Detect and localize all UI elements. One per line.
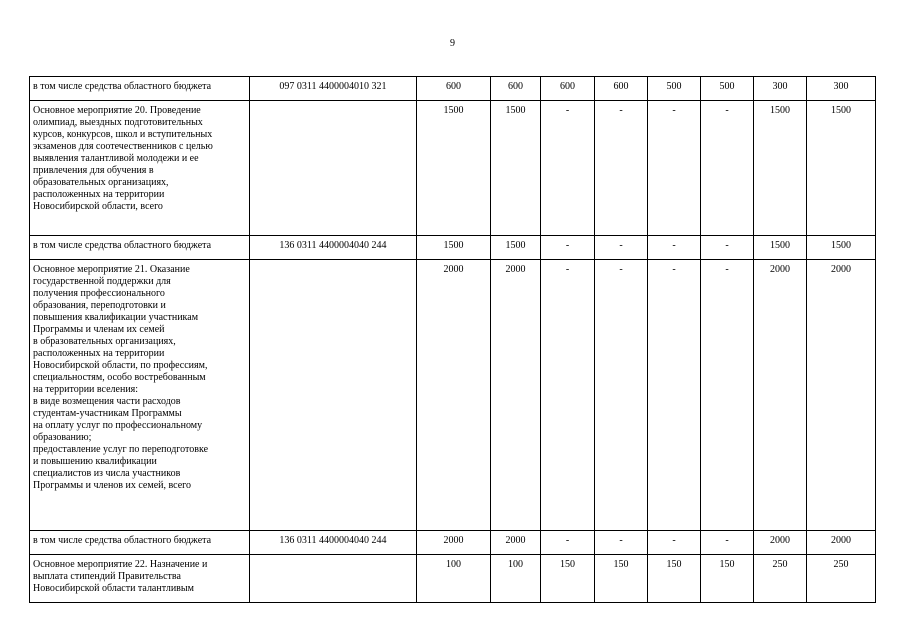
row-description: в том числе средства областного бюджета xyxy=(30,236,250,260)
value-cell: - xyxy=(648,531,701,555)
value-cell: 2000 xyxy=(807,531,876,555)
budget-code: 136 0311 4400004040 244 xyxy=(250,531,417,555)
value-cell: 250 xyxy=(754,555,807,603)
table-row xyxy=(30,101,876,236)
value-cell: - xyxy=(701,236,754,260)
value-cell: - xyxy=(541,531,595,555)
row-description: в том числе средства областного бюджета xyxy=(30,531,250,555)
value-cell: 1500 xyxy=(807,236,876,260)
value-cell: - xyxy=(648,101,701,236)
value-cell: 500 xyxy=(701,77,754,101)
value-cell: 600 xyxy=(595,77,648,101)
value-cell: - xyxy=(595,260,648,531)
budget-code: 136 0311 4400004040 244 xyxy=(250,236,417,260)
value-cell: - xyxy=(701,260,754,531)
value-cell: - xyxy=(595,236,648,260)
value-cell: 1500 xyxy=(417,101,491,236)
value-cell: 2000 xyxy=(491,260,541,531)
value-cell: 1500 xyxy=(491,236,541,260)
value-cell: 150 xyxy=(701,555,754,603)
value-cell: 2000 xyxy=(417,260,491,531)
row-description: Основное мероприятие 20. Проведение олимпиад, выездных подготовительных курсов, конкурсов, школ и вступительных экзаменов для соотечественников с целью выявления талантливой молодежи и ее привлечения для обучения в образовательных организациях, расположенных на территории Новосибирской области, всего xyxy=(30,101,250,236)
row-description: в том числе средства областного бюджета xyxy=(30,77,250,101)
table-row xyxy=(30,77,876,101)
value-cell: 150 xyxy=(595,555,648,603)
value-cell: - xyxy=(541,236,595,260)
budget-code: 097 0311 4400004010 321 xyxy=(250,77,417,101)
value-cell: 600 xyxy=(417,77,491,101)
value-cell: 600 xyxy=(541,77,595,101)
value-cell: 250 xyxy=(807,555,876,603)
value-cell: 300 xyxy=(754,77,807,101)
table-row xyxy=(30,260,876,531)
value-cell: 1500 xyxy=(754,101,807,236)
value-cell: - xyxy=(648,236,701,260)
value-cell: 2000 xyxy=(807,260,876,531)
value-cell: 1500 xyxy=(491,101,541,236)
value-cell: 2000 xyxy=(491,531,541,555)
value-cell: - xyxy=(701,101,754,236)
value-cell: 2000 xyxy=(417,531,491,555)
value-cell: 100 xyxy=(417,555,491,603)
row-description: Основное мероприятие 22. Назначение и выплата стипендий Правительства Новосибирской области талантливым xyxy=(30,555,250,603)
value-cell: 100 xyxy=(491,555,541,603)
budget-table xyxy=(29,76,876,603)
table-row xyxy=(30,555,876,603)
row-description: Основное мероприятие 21. Оказание государственной поддержки для получения профессионального образования, переподготовки и повышения квалификации участникам Программы и членам их семей в образовательных организациях, расположенных на территории Новосибирской области, по профессиям, специальностям, особо востребованным на территории вселения: в виде возмещения части расходов студентам-участникам Программы на оплату услуг по профессиональному образованию; предоставление услуг по переподготовке и повышению квалификации специалистов из числа участников Программы и членов их семей, всего xyxy=(30,260,250,531)
value-cell: 2000 xyxy=(754,531,807,555)
value-cell: - xyxy=(595,101,648,236)
budget-code xyxy=(250,101,417,236)
page-number: 9 xyxy=(450,38,455,49)
value-cell: - xyxy=(541,101,595,236)
value-cell: 600 xyxy=(491,77,541,101)
value-cell: 500 xyxy=(648,77,701,101)
value-cell: - xyxy=(595,531,648,555)
table-row xyxy=(30,236,876,260)
value-cell: - xyxy=(541,260,595,531)
value-cell: 150 xyxy=(541,555,595,603)
value-cell: - xyxy=(701,531,754,555)
table-row xyxy=(30,531,876,555)
value-cell: 1500 xyxy=(754,236,807,260)
value-cell: 300 xyxy=(807,77,876,101)
value-cell: 1500 xyxy=(417,236,491,260)
value-cell: - xyxy=(648,260,701,531)
budget-code xyxy=(250,555,417,603)
budget-code xyxy=(250,260,417,531)
value-cell: 1500 xyxy=(807,101,876,236)
value-cell: 2000 xyxy=(754,260,807,531)
value-cell: 150 xyxy=(648,555,701,603)
